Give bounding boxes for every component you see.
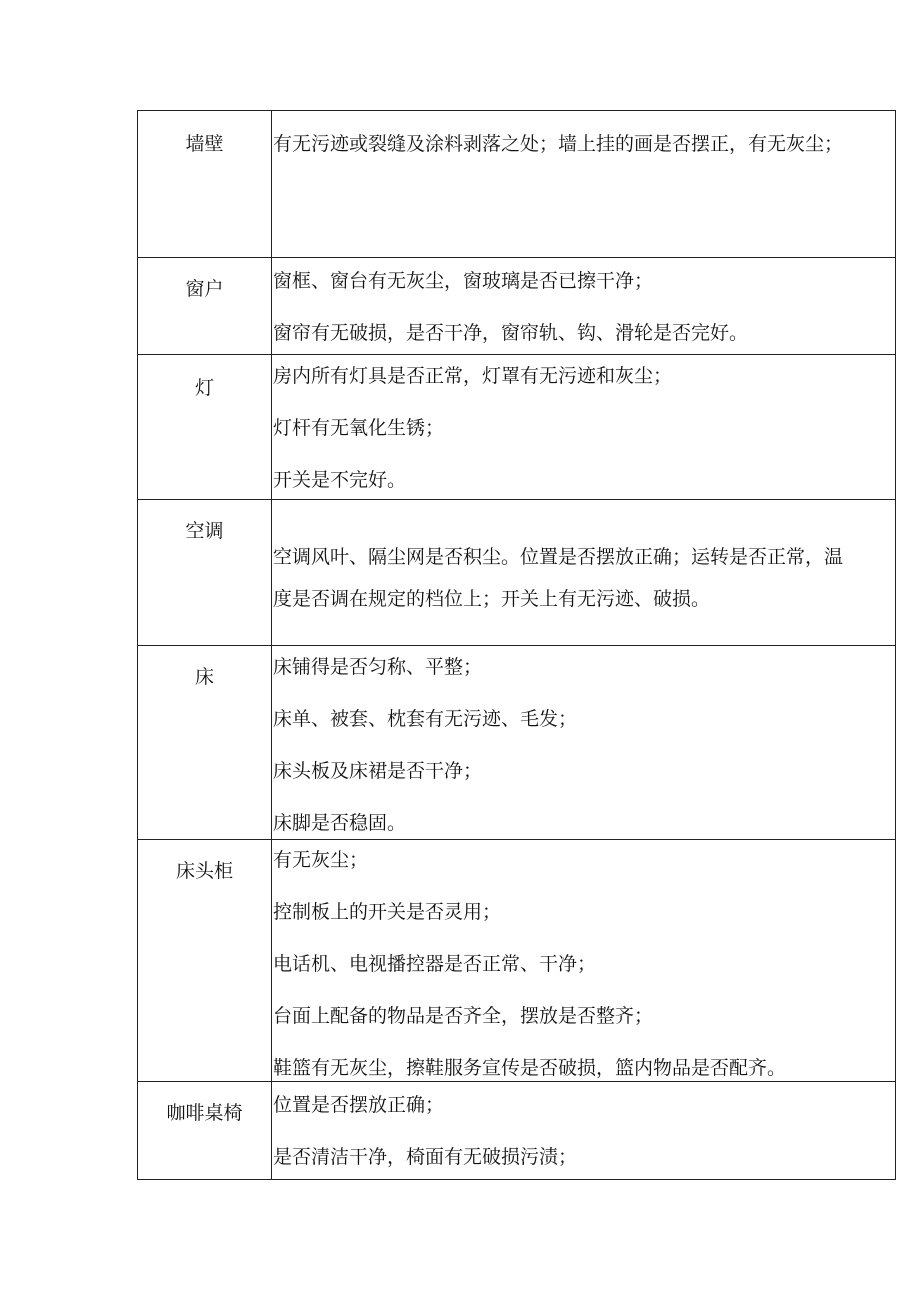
description-line: 开关是不完好。 <box>273 469 407 491</box>
item-name: 灯 <box>194 377 214 399</box>
item-name: 空调 <box>185 520 224 542</box>
item-cell <box>138 1082 272 1180</box>
description-line: 床铺得是否匀称、平整； <box>273 656 483 678</box>
description-line: 窗框、窗台有无灰尘，窗玻璃是否已擦干净； <box>273 270 654 292</box>
description-line: 鞋篮有无灰尘，擦鞋服务宣传是否破损，篮内物品是否配齐。 <box>273 1057 787 1079</box>
item-name: 窗户 <box>185 278 224 300</box>
description-cell <box>272 1082 896 1180</box>
description-line: 床脚是否稳固。 <box>273 812 407 834</box>
table-row <box>138 840 896 1082</box>
item-cell <box>138 355 272 500</box>
description-line: 灯杆有无氧化生锈； <box>273 417 445 439</box>
description-line: 房内所有灯具是否正常，灯罩有无污迹和灰尘； <box>273 365 673 387</box>
description-line: 电话机、电视播控器是否正常、干净； <box>273 953 597 975</box>
item-name: 床 <box>194 666 214 688</box>
description-cell <box>272 500 896 646</box>
item-name: 咖啡桌椅 <box>166 1102 243 1124</box>
item-cell <box>138 840 272 1082</box>
table-row <box>138 258 896 355</box>
description-cell <box>272 258 896 355</box>
description-line: 床头板及床裙是否干净； <box>273 760 483 782</box>
item-name: 墙壁 <box>185 133 224 155</box>
item-name: 床头柜 <box>175 860 233 882</box>
description-line: 窗帘有无破损，是否干净，窗帘轨、钩、滑轮是否完好。 <box>273 322 749 344</box>
table-row <box>138 111 896 258</box>
description-line: 是否清洁干净，椅面有无破损污渍； <box>273 1146 578 1168</box>
table-row <box>138 355 896 500</box>
table-row <box>138 646 896 840</box>
room-inspection-table <box>137 110 896 1180</box>
description-line: 控制板上的开关是否灵用； <box>273 901 502 923</box>
description-line: 度是否调在规定的档位上；开关上有无污迹、破损。 <box>273 588 711 610</box>
item-cell <box>138 111 272 258</box>
table-row <box>138 1082 896 1180</box>
description-cell <box>272 111 896 258</box>
table-row <box>138 500 896 646</box>
description-cell <box>272 355 896 500</box>
item-cell <box>138 646 272 840</box>
description-cell <box>272 840 896 1082</box>
description-line: 台面上配备的物品是否齐全，摆放是否整齐； <box>273 1005 654 1027</box>
item-cell <box>138 500 272 646</box>
item-cell <box>138 258 272 355</box>
description-line: 位置是否摆放正确； <box>273 1094 445 1116</box>
description-line: 空调风叶、隔尘网是否积尘。位置是否摆放正确；运转是否正常，温 <box>273 546 844 568</box>
description-cell <box>272 646 896 840</box>
description-line: 有无污迹或裂缝及涂料剥落之处；墙上挂的画是否摆正，有无灰尘； <box>273 133 844 155</box>
description-line: 床单、被套、枕套有无污迹、毛发； <box>273 708 578 730</box>
description-line: 有无灰尘； <box>273 849 369 871</box>
